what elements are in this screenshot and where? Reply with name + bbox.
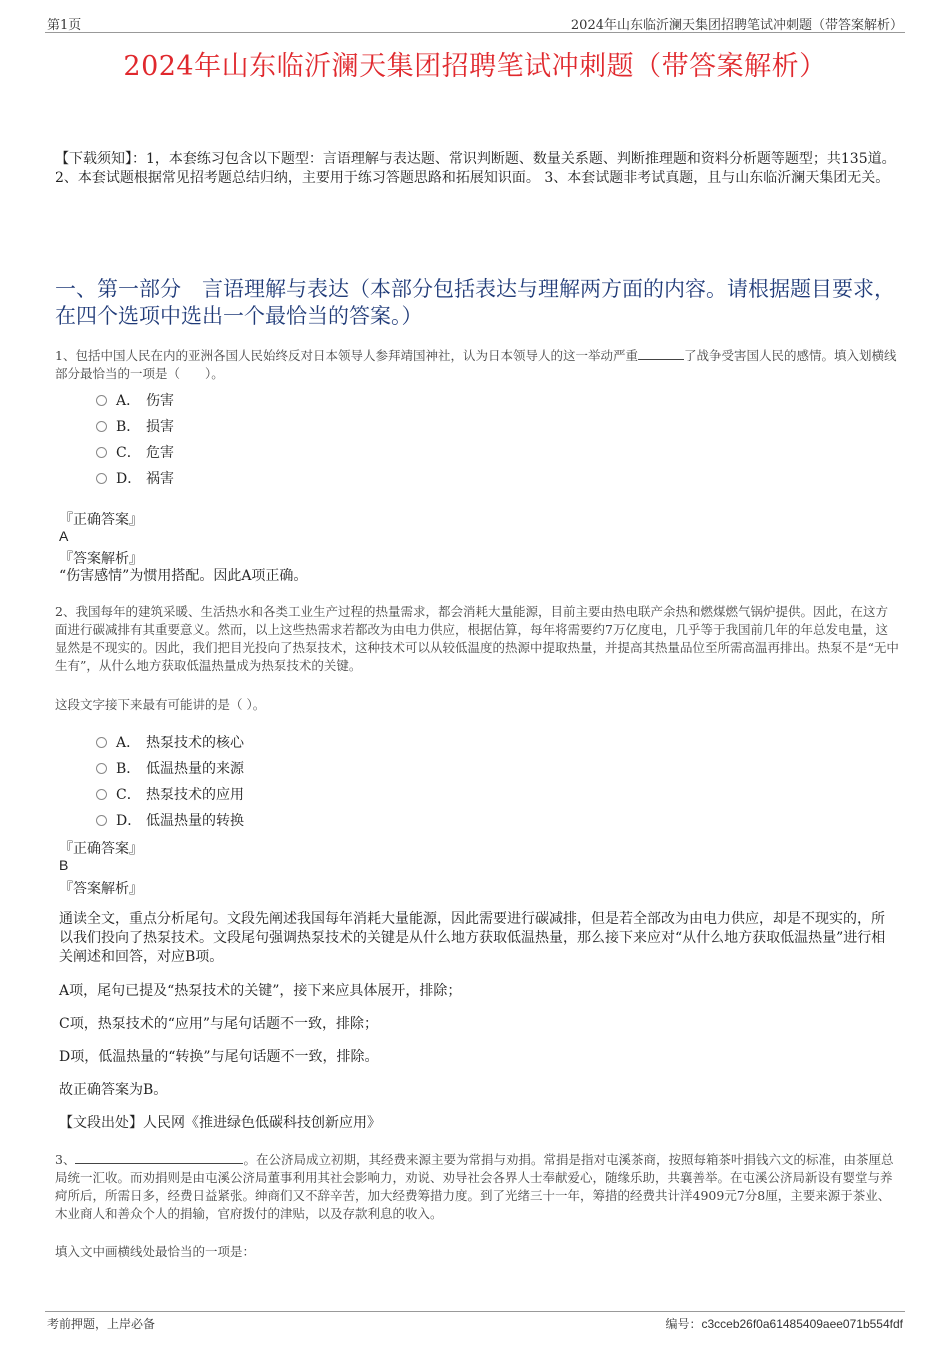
question-1-stem-part-b: 了战争受害国人民的感情。填入划横线部分最恰当的一项是（ ）。 — [55, 348, 897, 381]
question-1-analysis-label: 『答案解析』 — [59, 551, 143, 567]
radio-icon[interactable] — [96, 395, 107, 406]
option-text: 热泵技术的核心 — [146, 735, 244, 751]
option-text: 低温热量的来源 — [146, 761, 244, 777]
question-2-prompt: 这段文字接下来最有可能讲的是（ ）。 — [55, 697, 266, 712]
footer-divider — [45, 1311, 905, 1312]
question-2-answer-label: 『正确答案』 — [59, 841, 143, 857]
header-doc-title: 2024年山东临沂澜天集团招聘笔试冲刺题（带答案解析） — [570, 18, 903, 33]
option-text: 伤害 — [146, 393, 174, 409]
question-2-analysis-c: C项，热泵技术的“应用”与尾句话题不一致，排除； — [59, 1016, 379, 1032]
radio-icon[interactable] — [96, 447, 107, 458]
question-1-answer: A — [59, 528, 69, 544]
question-3-stem — [55, 1151, 900, 1223]
question-2-option-a[interactable] — [96, 732, 244, 752]
question-1-stem — [55, 347, 900, 383]
question-3-number: 3、 — [55, 1152, 76, 1167]
question-2-answer: B — [59, 857, 69, 873]
header-divider — [45, 32, 905, 33]
question-2-analysis-a: A项，尾句已提及“热泵技术的关键”，接下来应具体展开，排除； — [59, 983, 462, 999]
question-3-text: 。在公济局成立初期，其经费来源主要为常捐与劝捐。常捐是指对屯溪茶商，按照每箱茶叶捐钱六文的标准，由茶厘总局统一汇收。而劝捐则是由屯溪公济局董事利用其社会影响力，劝说、劝导社会各界人士奉献爱心，随缘乐助，共襄善举。在屯溪公济局新设有婴堂与养疴所后，所需日多，经费日益紧张。绅商们又不辞辛苦，加大经费筹措力度。到了光绪三十一年，筹措的经费共计洋4909元7分8厘，主要来源于茶业、木业商人和善众个人的捐输，官府拨付的津贴，以及存款利息的收入。 — [55, 1152, 894, 1221]
question-2-option-b[interactable] — [96, 758, 244, 778]
option-letter: C． — [116, 787, 141, 803]
question-2-option-c[interactable] — [96, 784, 244, 804]
question-1-option-a[interactable] — [96, 390, 174, 410]
section-title: 一、第一部分 言语理解与表达（本部分包括表达与理解两方面的内容。请根据题目要求，在四个选项中选出一个最恰当的答案。） — [55, 277, 895, 328]
question-2-source: 【文段出处】人民网《推进绿色低碳科技创新应用》 — [59, 1115, 381, 1131]
question-1-stem-part-a: 1、包括中国人民在内的亚洲各国人民始终反对日本领导人参拜靖国神社，认为日本领导人的这一举动严重 — [55, 348, 638, 363]
option-letter: A． — [116, 735, 141, 751]
radio-icon[interactable] — [96, 815, 107, 826]
question-2-conclusion: 故正确答案为B。 — [59, 1082, 168, 1098]
option-letter: C． — [116, 445, 141, 461]
footer-code — [665, 1315, 903, 1332]
option-letter: B． — [116, 761, 141, 777]
option-text: 热泵技术的应用 — [146, 787, 244, 803]
question-3-prompt: 填入文中画横线处最恰当的一项是： — [55, 1244, 256, 1259]
option-text: 损害 — [146, 419, 174, 435]
radio-icon[interactable] — [96, 763, 107, 774]
question-2-analysis-d: D项，低温热量的“转换”与尾句话题不一致，排除。 — [59, 1049, 379, 1065]
question-1-blank — [638, 359, 684, 360]
question-2-analysis-label: 『答案解析』 — [59, 881, 143, 897]
option-letter: A． — [116, 393, 141, 409]
question-2-analysis: 通读全文，重点分析尾句。文段先阐述我国每年消耗大量能源，因此需要进行碳减排，但是若全部改为由电力供应，却是不现实的，所以我们投向了热泵技术。文段尾句强调热泵技术的关键是从什么地方获取低温热量，那么接下来应对“从什么地方获取低温热量”进行相关阐述和回答，对应B项。 — [59, 911, 886, 965]
radio-icon[interactable] — [96, 421, 107, 432]
radio-icon[interactable] — [96, 737, 107, 748]
radio-icon[interactable] — [96, 473, 107, 484]
download-notice: 【下载须知】：1，本套练习包含以下题型：言语理解与表达题、常识判断题、数量关系题、判断推理题和资料分析题等题型；共135道。 2、本套试题根据常见招考题总结归纳，主要用于练习答题思路和拓展知识面。 3、本套试题非考试真题，且与山东临沂澜天集团无关。 — [55, 151, 896, 186]
footer-slogan: 考前押题，上岸必备 — [47, 1317, 156, 1331]
page-title: 2024年山东临沂澜天集团招聘笔试冲刺题（带答案解析） — [123, 51, 827, 82]
question-1-option-d[interactable] — [96, 468, 174, 488]
footer-code-label: 编号： — [665, 1317, 702, 1331]
option-text: 祸害 — [146, 471, 174, 487]
question-2-stem: 2、我国每年的建筑采暖、生活热水和各类工业生产过程的热量需求，都会消耗大量能源，目前主要由热电联产余热和燃煤燃气锅炉提供。因此，在这方面进行碳减排有其重要意义。然而，以上这些热需求若都改为由电力供应，根据估算，每年将需要约7万亿度电，几乎等于我国前几年的年总发电量，这显然是不现实的。因此，我们把目光投向了热泵技术，这种技术可以从较低温度的热源中提取热量，并提高其热量品位至所需高温再排出。热泵不是“无中生有”，从什么地方获取低温热量成为热泵技术的关键。 — [55, 604, 899, 673]
option-text: 危害 — [146, 445, 174, 461]
question-1-analysis: “伤害感情”为惯用搭配。因此A项正确。 — [59, 568, 308, 584]
page-number: 第1页 — [47, 18, 82, 33]
question-1-answer-label: 『正确答案』 — [59, 512, 143, 528]
option-letter: D． — [116, 813, 142, 829]
footer-code-value: c3cceb26f0a61485409aee071b554fdf — [701, 1317, 903, 1331]
option-letter: D． — [116, 471, 142, 487]
option-text: 低温热量的转换 — [146, 813, 244, 829]
option-letter: B． — [116, 419, 141, 435]
question-2-option-d[interactable] — [96, 810, 244, 830]
question-1-option-b[interactable] — [96, 416, 174, 436]
question-1-option-c[interactable] — [96, 442, 174, 462]
question-3-blank — [75, 1163, 243, 1164]
radio-icon[interactable] — [96, 789, 107, 800]
